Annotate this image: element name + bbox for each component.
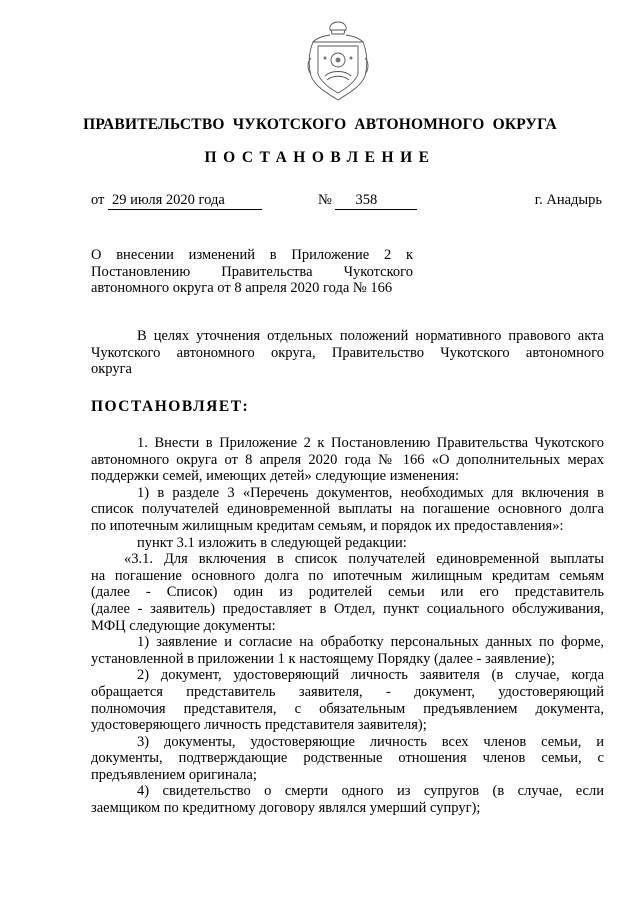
document-subject xyxy=(91,247,413,297)
government-title: ПРАВИТЕЛЬСТВО ЧУКОТСКОГО АВТОНОМНОГО ОКРУГА xyxy=(83,116,557,133)
subject-line: автономного округа от 8 апреля 2020 года № 166 xyxy=(91,280,393,297)
text-line: заемщиком по кредитному договору являлся умерший супруг); xyxy=(91,800,481,817)
number-field xyxy=(318,191,417,210)
text-line: установленной в приложении 1 к настоящему Порядку (далее - заявление); xyxy=(91,650,555,667)
subject-line: О внесении изменений в Приложение 2 к xyxy=(91,247,413,263)
date-field xyxy=(91,191,262,210)
subject-line: Постановлению Правительства Чукотского xyxy=(91,263,413,280)
city: г. Анадырь xyxy=(534,192,602,208)
coat-of-arms-emblem xyxy=(305,18,371,106)
date-prefix: от xyxy=(91,192,105,208)
text-line: поддержки семей, имеющих детей» следующие изменения: xyxy=(91,468,460,485)
text-line: 1) в разделе 3 «Перечень документов, необходимых для включения в xyxy=(137,484,604,501)
text-line: полномочия представителя, с обязательным предъявлением документа, xyxy=(91,700,604,717)
text-line: (далее - заявитель) предоставляет в Отдел, пункт социального обслуживания, xyxy=(91,600,604,617)
text-line: Чукотского автономного округа, Правительство Чукотского автономного xyxy=(91,344,604,361)
text-line: 2) документ, удостоверяющий личность заявителя (в случае, когда xyxy=(137,667,604,684)
text-line: В целях уточнения отдельных положений нормативного правового акта xyxy=(137,328,604,344)
number-prefix: № xyxy=(318,192,332,208)
text-line: 1. Внести в Приложение 2 к Постановлению Правительства Чукотского xyxy=(137,435,604,451)
text-line: документы, подтверждающие родственные отношения членов семьи, с xyxy=(91,750,604,767)
document-type-title: ПОСТАНОВЛЕНИЕ xyxy=(204,149,436,166)
text-line: «3.1. Для включения в список получателей единовременной выплаты xyxy=(124,551,604,568)
text-line: МФЦ следующие документы: xyxy=(91,617,276,634)
text-line: по ипотечным жилищным кредитам семьям, и порядок их предоставления»: xyxy=(91,517,564,534)
text-line: пункт 3.1 изложить в следующей редакции: xyxy=(137,534,407,551)
text-line: список получателей единовременной выплаты на погашение основного долга xyxy=(91,501,604,518)
text-line: обращается представитель заявителя, - документ, удостоверяющий xyxy=(91,683,604,700)
text-line: на погашение основного долга по ипотечным жилищным кредитам семьям xyxy=(91,567,604,584)
text-line: 1) заявление и согласие на обработку персональных данных по форме, xyxy=(137,634,604,651)
text-line: 3) документы, удостоверяющие личность всех членов семьи, и xyxy=(137,733,604,750)
document-body xyxy=(91,435,604,817)
text-line: удостоверяющего личность представителя заявителя); xyxy=(91,717,427,734)
resolves-heading: ПОСТАНОВЛЯЕТ: xyxy=(91,398,250,415)
text-line: (далее - Список) один из родителей семьи или его представитель xyxy=(91,584,604,601)
text-line: округа xyxy=(91,361,132,378)
text-line: 4) свидетельство о смерти одного из супругов (в случае, если xyxy=(137,783,604,800)
number-value: 358 xyxy=(335,191,417,210)
text-line: автономного округа от 8 апреля 2020 года № 166 «О дополнительных мерах xyxy=(91,451,604,468)
date-value: 29 июля 2020 года xyxy=(108,191,262,210)
preamble xyxy=(91,328,604,378)
text-line: предъявлением оригинала; xyxy=(91,766,257,783)
